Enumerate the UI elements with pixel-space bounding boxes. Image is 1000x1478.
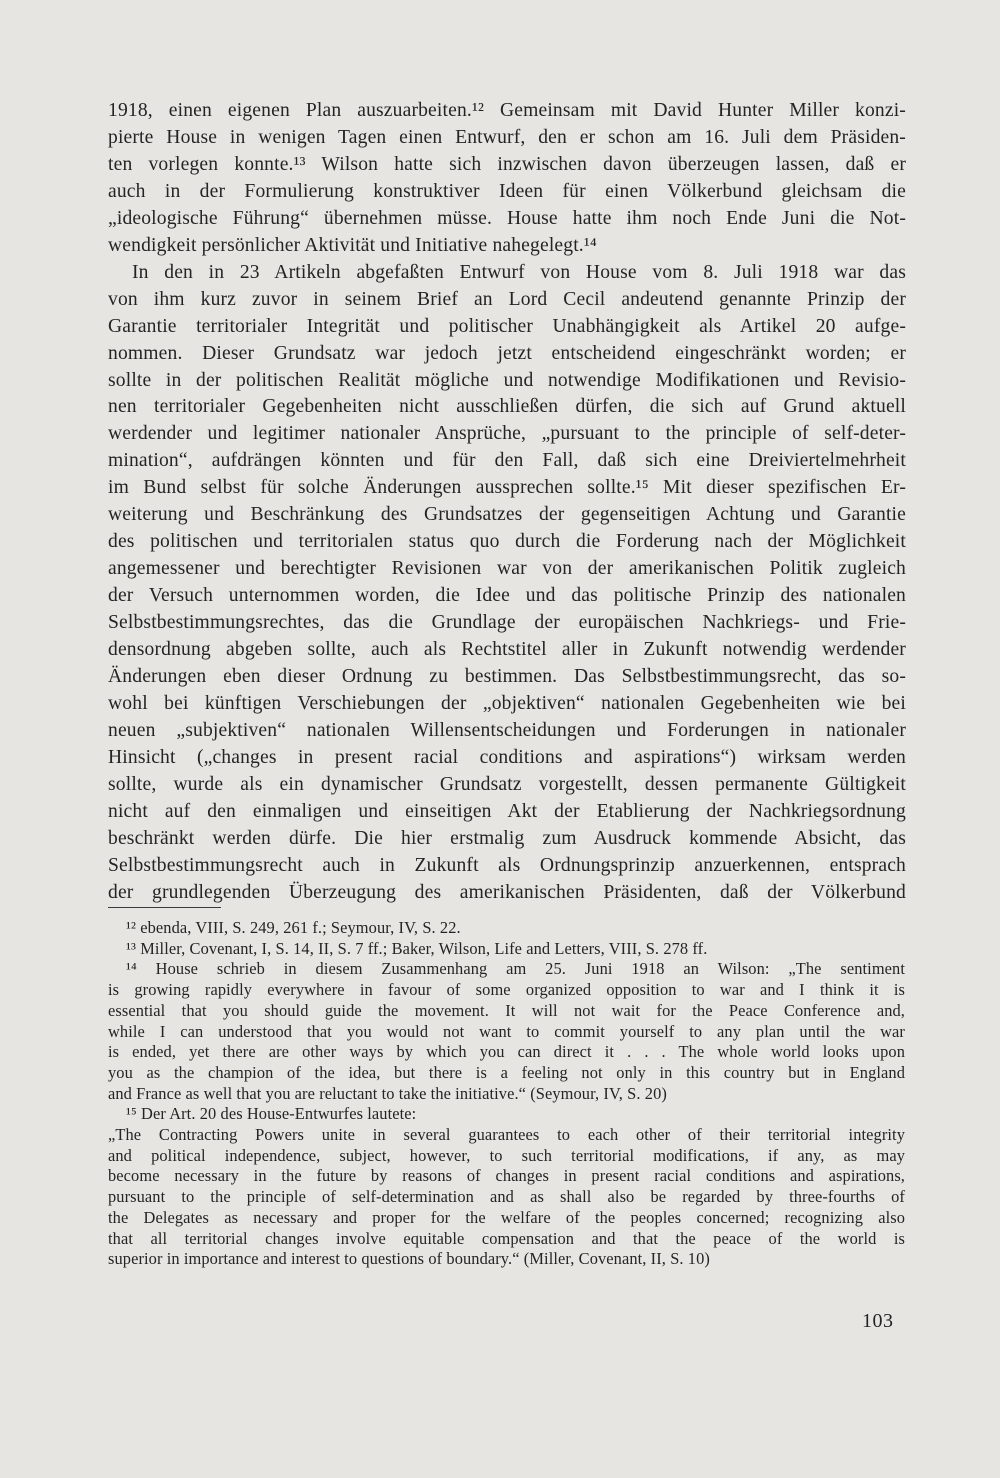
footnote-15-line: the Delegates as necessary and proper for the welfare of the peoples concerned; recognizing also <box>108 1207 905 1227</box>
text-line: 1918, einen eigenen Plan auszuarbeiten.¹² Gemeinsam mit David Hunter Miller konzi- <box>108 100 906 121</box>
footnotes <box>108 918 905 1270</box>
footnote-15-line: ¹⁵ Der Art. 20 des House-Entwurfes lautete: <box>126 1104 417 1124</box>
footnote-14-line: is growing rapidly everywhere in favour of some organized opposition to war and I think it is <box>108 980 905 1000</box>
text-line: nicht auf den einmaligen und einseitigen Akt der Etablierung der Nachkriegsordnung <box>108 800 906 822</box>
footnote-14-line: ¹⁴ House schrieb in diesem Zusammenhang am 25. Juni 1918 an Wilson: „The sentiment <box>126 959 905 979</box>
footnote-15-line: become necessary in the future by reasons of changes in present racial conditions and aspirations, <box>108 1166 905 1186</box>
text-line: sollte, wurde als ein dynamischer Grundsatz vorgestellt, dessen permanente Gültigkeit <box>108 773 906 795</box>
text-line: Garantie territorialer Integrität und politischer Unabhängigkeit als Artikel 20 aufge- <box>108 315 906 337</box>
text-line: Selbstbestimmungsrechtes, das die Grundlage der europäischen Nachkriegs- und Frie- <box>108 612 906 634</box>
footnote-15-line: „The Contracting Powers unite in several guarantees to each other of their territorial integrity <box>108 1125 905 1145</box>
text-line: mination“, aufdrängen könnten und für den Fall, daß sich eine Dreiviertelmehrheit <box>108 450 906 472</box>
footnote-divider <box>108 907 221 908</box>
footnote-14-line: while I can understood that you would not want to commit yourself to any plan until the war <box>108 1021 905 1041</box>
footnote-12: ¹² ebenda, VIII, S. 249, 261 f.; Seymour, IV, S. 22. <box>126 918 461 937</box>
text-line: ten vorlegen konnte.¹³ Wilson hatte sich inzwischen davon überzeugen lassen, daß er <box>108 153 906 175</box>
footnote-15-line: and political independence, subject, however, to such territorial modifications, if any, as may <box>108 1145 905 1165</box>
text-line: nommen. Dieser Grundsatz war jedoch jetzt entscheidend eingeschränkt worden; er <box>108 342 906 364</box>
text-line: Hinsicht („changes in present racial conditions and aspirations“) wirksam werden <box>108 746 906 768</box>
paragraph-1 <box>108 98 906 260</box>
text-line: nen territorialer Gegebenheiten nicht ausschließen dürfen, die sich auf Grund aktuell <box>108 396 906 418</box>
text-line: densordnung abgeben sollte, auch als Rechtstitel aller in Zukunft notwendig werdender <box>108 639 906 661</box>
text-line: neuen „subjektiven“ nationalen Willensentscheidungen und Forderungen in nationaler <box>108 719 906 741</box>
text-line: pierte House in wenigen Tagen einen Entwurf, den er schon am 16. Juli dem Präsiden- <box>108 126 906 148</box>
footnote-14-line: and France as well that you are reluctant to take the initiative.“ (Seymour, IV, S. 20) <box>108 1083 667 1103</box>
text-line: im Bund selbst für solche Änderungen aussprechen sollte.¹⁵ Mit dieser spezifischen Er- <box>108 477 906 499</box>
text-line: des politischen und territorialen status quo durch die Forderung nach der Möglichkeit <box>108 531 906 553</box>
paragraph-2 <box>108 260 906 907</box>
text-line: In den in 23 Artikeln abgefaßten Entwurf von House vom 8. Juli 1918 war das <box>132 261 906 283</box>
text-line: auch in der Formulierung konstruktiver Ideen für einen Völkerbund gleichsam die <box>108 180 906 202</box>
footnote-15-line: pursuant to the principle of self-determination and as shall also be regarded by three-fourths of <box>108 1187 905 1207</box>
text-line: Selbstbestimmungsrecht auch in Zukunft als Ordnungsprinzip anzuerkennen, entsprach <box>108 854 906 876</box>
text-line: „ideologische Führung“ übernehmen müsse. House hatte ihm noch Ende Juni die Not- <box>108 207 906 229</box>
footnote-14-line: essential that you should guide the movement. It will not wait for the Peace Conference and, <box>108 1000 905 1020</box>
footnote-14-line: you as the champion of the idea, but there is a feeling not only in this country but in England <box>108 1062 905 1082</box>
text-line: wohl bei künftigen Verschiebungen der „objektiven“ nationalen Gegebenheiten wie bei <box>108 692 906 714</box>
text-line: angemessener und berechtigter Revisionen war von der amerikanischen Politik zugleich <box>108 558 906 580</box>
main-text <box>108 98 906 907</box>
text-line: von ihm kurz zuvor in seinem Brief an Lord Cecil andeutend genannte Prinzip der <box>108 288 906 310</box>
footnote-15-line: that all territorial changes involve equitable compensation and that the peace of the world is <box>108 1228 905 1248</box>
text-line: beschränkt werden dürfe. Die hier erstmalig zum Ausdruck kommende Absicht, das <box>108 827 906 849</box>
text-line: sollte in der politischen Realität mögliche und notwendige Modifikationen und Revisio- <box>108 369 906 391</box>
text-line: der grundlegenden Überzeugung des amerikanischen Präsidenten, daß der Völkerbund <box>108 881 906 903</box>
footnote-15-line: superior in importance and interest to questions of boundary.“ (Miller, Covenant, II, S. 10) <box>108 1249 710 1269</box>
text-line: wendigkeit persönlicher Aktivität und Initiative nahegelegt.¹⁴ <box>108 234 597 256</box>
text-line: Änderungen eben dieser Ordnung zu bestimmen. Das Selbstbestimmungsrecht, das so- <box>108 666 906 688</box>
footnote-13: ¹³ Miller, Covenant, I, S. 14, II, S. 7 ff.; Baker, Wilson, Life and Letters, VIII, S. 278 ff. <box>126 938 708 958</box>
footnote-14-line: is ended, yet there are other ways by which you can direct it . . . The whole world looks upon <box>108 1042 905 1062</box>
page-number: 103 <box>862 1310 894 1332</box>
text-line: werdender und legitimer nationaler Ansprüche, „pursuant to the principle of self-deter- <box>108 423 906 445</box>
text-line: der Versuch unternommen worden, die Idee und das politische Prinzip des nationalen <box>108 585 906 607</box>
text-line: weiterung und Beschränkung des Grundsatzes der gegenseitigen Achtung und Garantie <box>108 504 906 526</box>
